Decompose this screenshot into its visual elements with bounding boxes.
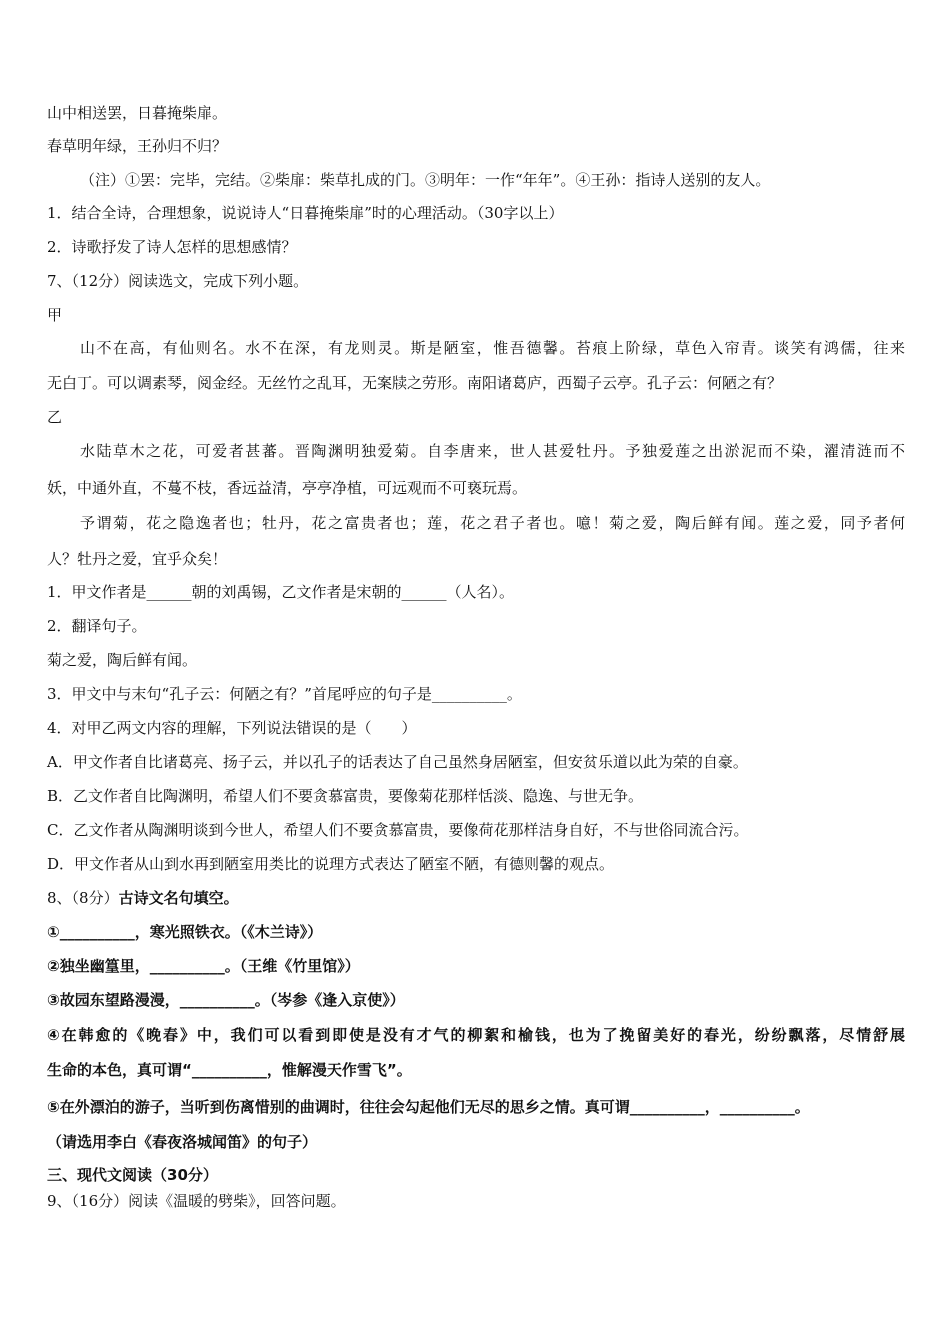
q8-item-5-line-2: （请选用李白《春夜洛城闻笛》的句子） (47, 1133, 318, 1151)
jia-paragraph-line-2: 无白丁。可以调素琴，阅金经。无丝竹之乱耳，无案牍之劳形。南阳诸葛庐，西蜀子云亭。孔子云：何陋之有？ (47, 374, 783, 392)
q7-subquestion-4: 4．对甲乙两文内容的理解，下列说法错误的是（ ） (47, 719, 417, 737)
option-a: A．甲文作者自比诸葛亮、扬子云，并以孔子的话表达了自己虽然身居陋室，但安贫乐道以此为荣的自豪。 (47, 753, 748, 771)
option-d: D．甲文作者从山到水再到陋室用类比的说理方式表达了陋室不陋，有德则馨的观点。 (47, 855, 615, 873)
q8-item-2: ②独坐幽篁里，__________。（王维《竹里馆》） (47, 957, 360, 975)
q8-item-4-line-2: 生命的本色，真可谓“__________，惟解漫天作雪飞”。 (47, 1061, 412, 1079)
q7-subquestion-2: 2．翻译句子。 (47, 617, 147, 635)
jia-paragraph-line-1: 山不在高，有仙则名。水不在深，有龙则灵。斯是陋室，惟吾德馨。苔痕上阶绿，草色入帘青。谈笑有鸿儒，往来 (80, 339, 905, 357)
yi-paragraph-1-line-1: 水陆草木之花，可爱者甚蕃。晋陶渊明独爱菊。自李唐来，世人甚爱牡丹。予独爱莲之出淤泥而不染，濯清涟而不 (80, 442, 905, 460)
label-yi: 乙 (47, 408, 63, 426)
poem-question-1: 1．结合全诗，合理想象，说说诗人“日暮掩柴扉”时的心理活动。（30字以上） (47, 204, 564, 222)
q9-header: 9、（16分）阅读《温暖的劈柴》，回答问题。 (47, 1192, 346, 1210)
poem-line-2: 春草明年绿，王孙归不归？ (47, 137, 228, 155)
yi-paragraph-2-line-2: 人？牡丹之爱，宜乎众矣！ (47, 550, 228, 568)
q8-header-title: 古诗文名句填空。 (118, 889, 239, 907)
q7-subquestion-1: 1．甲文作者是______朝的刘禹锡，乙文作者是宋朝的______（人名）。 (47, 583, 515, 601)
q7-header: 7、（12分）阅读选文，完成下列小题。 (47, 272, 309, 290)
option-c: C．乙文作者从陶渊明谈到今世人，希望人们不要贪慕富贵，要像荷花那样洁身自好，不与世俗同流合污。 (47, 821, 749, 839)
option-b: B．乙文作者自比陶渊明，希望人们不要贪慕富贵，要像菊花那样恬淡、隐逸、与世无争。 (47, 787, 644, 805)
yi-paragraph-2-line-1: 予谓菊，花之隐逸者也；牡丹，花之富贵者也；莲，花之君子者也。噫！菊之爱，陶后鲜有闻。莲之爱，同予者何 (80, 514, 905, 532)
yi-paragraph-1-line-2: 妖，中通外直，不蔓不枝，香远益清，亭亭净植，可远观而不可亵玩焉。 (47, 479, 528, 497)
q8-item-1: ①__________，寒光照铁衣。（《木兰诗》） (47, 923, 323, 941)
q7-subquestion-3: 3．甲文中与末句“孔子云：何陋之有？”首尾呼应的句子是__________。 (47, 685, 522, 703)
q8-item-3: ③故园东望路漫漫，__________。（岑参《逢入京使》） (47, 991, 405, 1009)
poem-question-2: 2．诗歌抒发了诗人怎样的思想感情？ (47, 238, 297, 256)
poem-note: （注）①罢：完毕，完结。②柴扉：柴草扎成的门。③明年：一作“年年”。④王孙：指诗人送别的友人。 (80, 171, 771, 189)
q8-header-prefix: 8、（8分） (47, 889, 119, 907)
q8-header (47, 888, 239, 908)
q7-translate-sentence: 菊之爱，陶后鲜有闻。 (47, 651, 198, 669)
label-jia: 甲 (47, 306, 63, 324)
q8-item-5-line-1: ⑤在外漂泊的游子，当听到伤离惜别的曲调时，往往会勾起他们无尽的思乡之情。真可谓__________，__________。 (47, 1098, 810, 1116)
section-3-title: 三、现代文阅读（30分） (47, 1166, 218, 1184)
q8-item-4-line-1: ④在韩愈的《晚春》中，我们可以看到即使是没有才气的柳絮和榆钱，也为了挽留美好的春光，纷纷飘落，尽情舒展 (47, 1026, 905, 1044)
poem-line-1: 山中相送罢，日暮掩柴扉。 (47, 104, 228, 122)
